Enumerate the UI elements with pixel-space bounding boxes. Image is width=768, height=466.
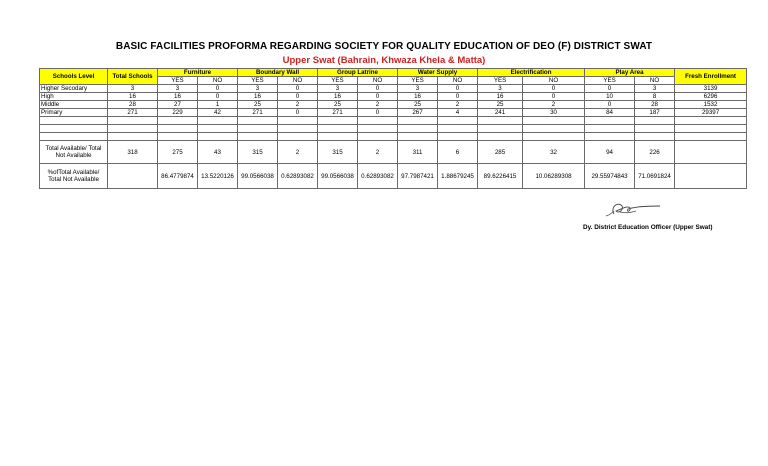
header-latrine-no: NO [358, 77, 398, 85]
cell-level: High [40, 93, 108, 101]
cell-boundary-no: 0 [278, 93, 318, 101]
pct-water-no: 1.88679245 [438, 164, 478, 189]
totals-latrine-yes: 315 [318, 141, 358, 164]
cell-water-no: 2 [438, 101, 478, 109]
cell-latrine-yes: 3 [318, 85, 358, 93]
pct-play-yes: 29.55974843 [585, 164, 635, 189]
cell-level: Middle [40, 101, 108, 109]
cell-enrollment: 6296 [675, 93, 747, 101]
cell-furniture-no: 0 [198, 85, 238, 93]
pct-water-yes: 97.7987421 [398, 164, 438, 189]
header-row-1 [40, 69, 747, 77]
cell-furniture-yes: 27 [158, 101, 198, 109]
cell-level: Primary [40, 109, 108, 117]
totals-total: 318 [108, 141, 158, 164]
cell-water-yes: 25 [398, 101, 438, 109]
cell-play-yes: 0 [585, 101, 635, 109]
document-title: BASIC FACILITIES PROFORMA REGARDING SOCIETY FOR QUALITY EDUCATION OF DEO (F) DISTRICT SWAT [115, 41, 653, 52]
percentages-label: %ofTotal Available/ Total Not Available [40, 164, 108, 189]
header-furniture: Furniture [158, 69, 238, 77]
pct-furniture-yes: 86.4779874 [158, 164, 198, 189]
cell-furniture-no: 1 [198, 101, 238, 109]
cell-latrine-no: 0 [358, 109, 398, 117]
cell-play-yes: 10 [585, 93, 635, 101]
table-row [40, 85, 747, 93]
cell-water-yes: 3 [398, 85, 438, 93]
totals-furniture-no: 43 [198, 141, 238, 164]
cell-boundary-yes: 16 [238, 93, 278, 101]
header-elec-no: NO [523, 77, 585, 85]
table-row [40, 109, 747, 117]
officer-designation: Dy. District Education Officer (Upper Swat) [583, 224, 713, 231]
table-row [40, 101, 747, 109]
cell-boundary-no: 0 [278, 109, 318, 117]
header-fresh-enrollment: Fresh Enrollment [675, 69, 747, 85]
totals-row [40, 141, 747, 164]
totals-boundary-no: 2 [278, 141, 318, 164]
header-boundary-yes: YES [238, 77, 278, 85]
pct-elec-no: 10.06289308 [523, 164, 585, 189]
pct-play-no: 71.0691824 [635, 164, 675, 189]
cell-latrine-no: 2 [358, 101, 398, 109]
pct-enrollment [675, 164, 747, 189]
empty-row [40, 117, 747, 125]
totals-furniture-yes: 275 [158, 141, 198, 164]
cell-furniture-no: 0 [198, 93, 238, 101]
cell-elec-no: 30 [523, 109, 585, 117]
pct-boundary-no: 0.62893082 [278, 164, 318, 189]
cell-boundary-yes: 25 [238, 101, 278, 109]
cell-latrine-no: 0 [358, 93, 398, 101]
cell-elec-yes: 16 [478, 93, 523, 101]
cell-total: 16 [108, 93, 158, 101]
cell-water-yes: 16 [398, 93, 438, 101]
pct-boundary-yes: 99.0566038 [238, 164, 278, 189]
cell-play-no: 8 [635, 93, 675, 101]
cell-water-yes: 267 [398, 109, 438, 117]
totals-water-no: 6 [438, 141, 478, 164]
table-row [40, 93, 747, 101]
cell-elec-yes: 3 [478, 85, 523, 93]
cell-play-no: 3 [635, 85, 675, 93]
cell-elec-no: 0 [523, 85, 585, 93]
totals-play-no: 226 [635, 141, 675, 164]
cell-level: Higher Secodary [40, 85, 108, 93]
pct-elec-yes: 89.6226415 [478, 164, 523, 189]
header-play-yes: YES [585, 77, 635, 85]
totals-label: Total Available/ Total Not Available [40, 141, 108, 164]
cell-elec-no: 2 [523, 101, 585, 109]
cell-boundary-no: 2 [278, 101, 318, 109]
cell-boundary-no: 0 [278, 85, 318, 93]
totals-latrine-no: 2 [358, 141, 398, 164]
cell-boundary-yes: 271 [238, 109, 278, 117]
cell-furniture-no: 42 [198, 109, 238, 117]
totals-play-yes: 94 [585, 141, 635, 164]
percentages-total [108, 164, 158, 189]
cell-latrine-yes: 271 [318, 109, 358, 117]
cell-water-no: 0 [438, 93, 478, 101]
header-latrine-yes: YES [318, 77, 358, 85]
cell-play-no: 28 [635, 101, 675, 109]
cell-play-yes: 84 [585, 109, 635, 117]
cell-total: 28 [108, 101, 158, 109]
facilities-table [39, 68, 747, 189]
cell-furniture-yes: 16 [158, 93, 198, 101]
header-elec-yes: YES [478, 77, 523, 85]
cell-total: 271 [108, 109, 158, 117]
header-play-area: Play Area [585, 69, 675, 77]
pct-furniture-no: 13.5220126 [198, 164, 238, 189]
cell-enrollment: 1532 [675, 101, 747, 109]
cell-latrine-no: 0 [358, 85, 398, 93]
header-water-supply: Water Supply [398, 69, 478, 77]
cell-water-no: 0 [438, 85, 478, 93]
cell-total: 3 [108, 85, 158, 93]
totals-water-yes: 311 [398, 141, 438, 164]
totals-elec-yes: 285 [478, 141, 523, 164]
cell-play-yes: 0 [585, 85, 635, 93]
pct-latrine-no: 0.62893082 [358, 164, 398, 189]
header-schools-level: Schools Level [40, 69, 108, 85]
header-furniture-yes: YES [158, 77, 198, 85]
signature-icon [600, 199, 680, 219]
totals-enrollment [675, 141, 747, 164]
cell-elec-no: 0 [523, 93, 585, 101]
cell-play-no: 187 [635, 109, 675, 117]
header-furniture-no: NO [198, 77, 238, 85]
cell-latrine-yes: 25 [318, 101, 358, 109]
header-boundary-wall: Boundary Wall [238, 69, 318, 77]
cell-furniture-yes: 3 [158, 85, 198, 93]
cell-elec-yes: 25 [478, 101, 523, 109]
totals-boundary-yes: 315 [238, 141, 278, 164]
cell-furniture-yes: 229 [158, 109, 198, 117]
document-subtitle: Upper Swat (Bahrain, Khwaza Khela & Matta) [282, 55, 486, 66]
header-electrification: Electrification [478, 69, 585, 77]
cell-latrine-yes: 16 [318, 93, 358, 101]
header-play-no: NO [635, 77, 675, 85]
empty-row [40, 133, 747, 141]
cell-enrollment: 29397 [675, 109, 747, 117]
cell-water-no: 4 [438, 109, 478, 117]
header-boundary-no: NO [278, 77, 318, 85]
cell-enrollment: 3139 [675, 85, 747, 93]
header-water-yes: YES [398, 77, 438, 85]
header-total-schools: Total Schools [108, 69, 158, 85]
percentages-row [40, 164, 747, 189]
header-group-latrine: Group Latrine [318, 69, 398, 77]
cell-boundary-yes: 3 [238, 85, 278, 93]
pct-latrine-yes: 99.0566038 [318, 164, 358, 189]
cell-elec-yes: 241 [478, 109, 523, 117]
totals-elec-no: 32 [523, 141, 585, 164]
header-water-no: NO [438, 77, 478, 85]
empty-row [40, 125, 747, 133]
